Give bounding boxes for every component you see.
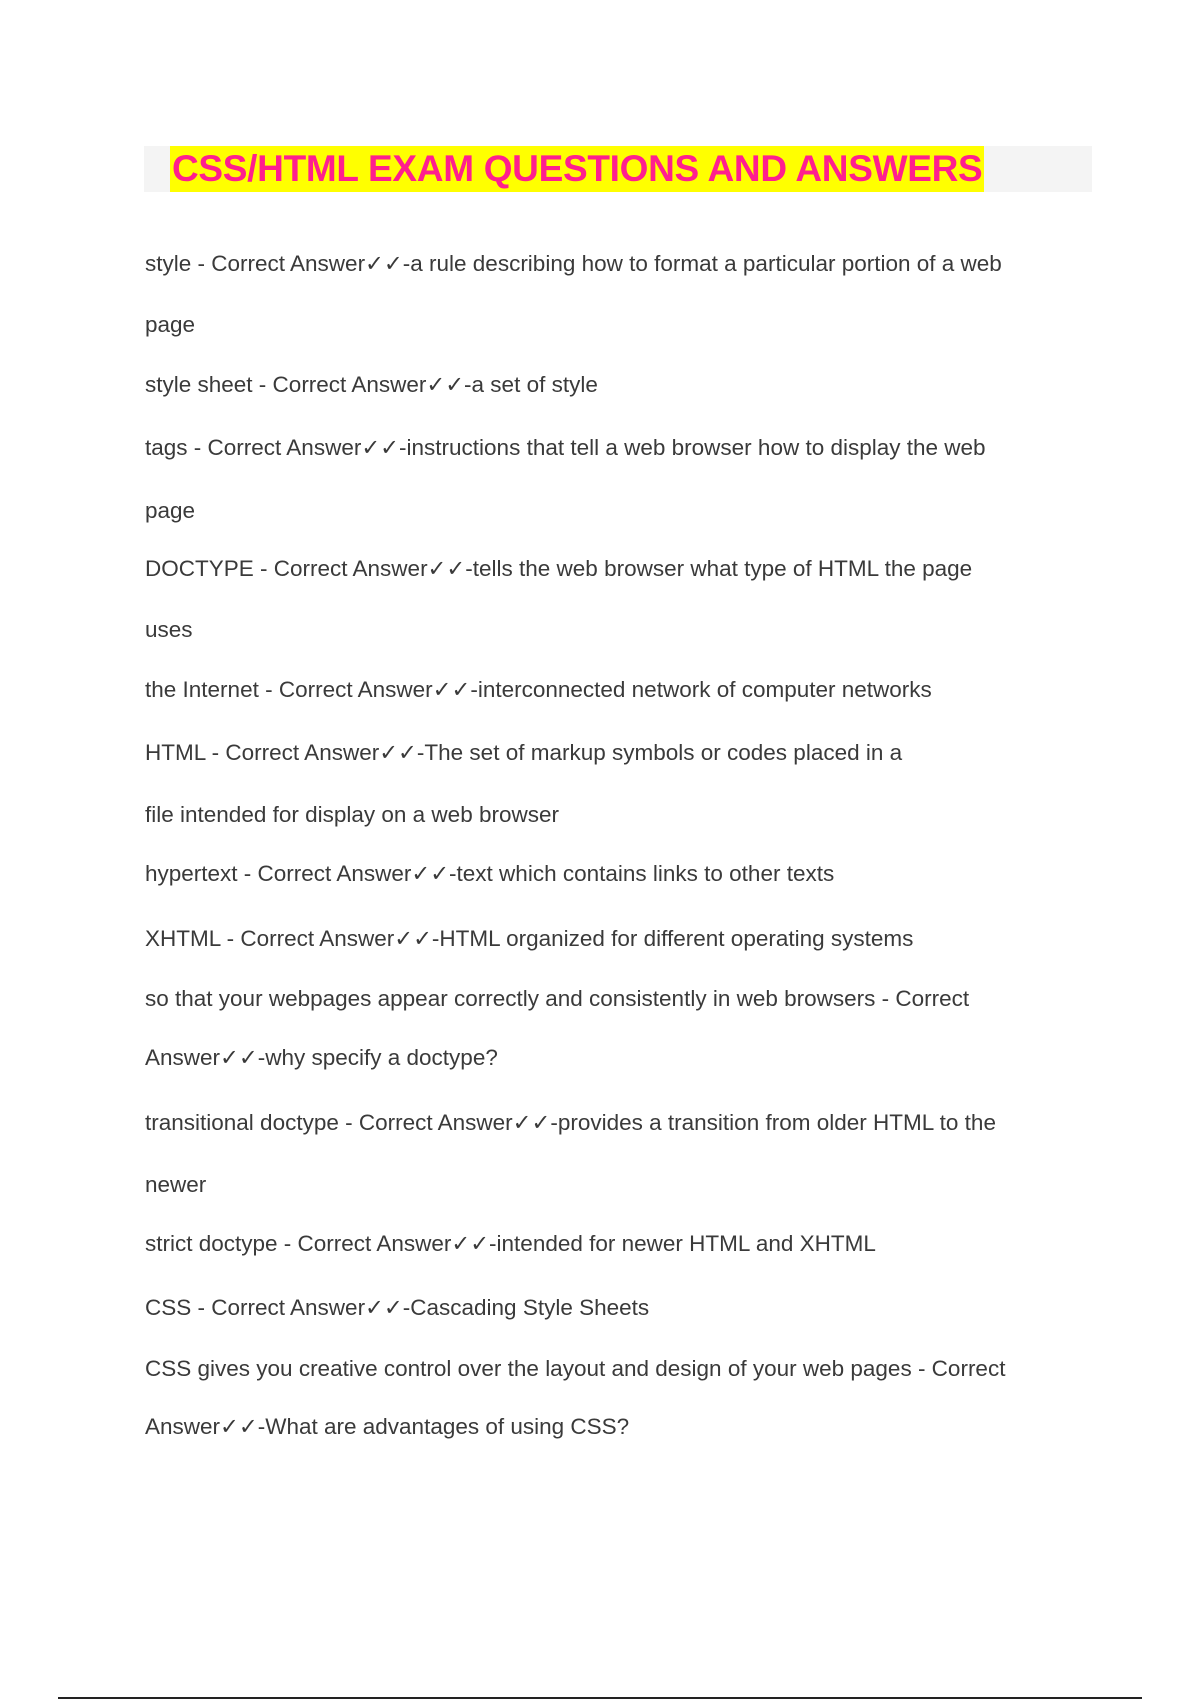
qa-line: page bbox=[145, 312, 196, 337]
qa-line: page bbox=[145, 498, 196, 523]
qa-line: tags - Correct Answer✓✓-instructions that tell a web browser how to display the web bbox=[145, 435, 986, 460]
qa-line: style - Correct Answer✓✓-a rule describing how to format a particular portion of a web bbox=[145, 251, 1002, 276]
qa-line: transitional doctype - Correct Answer✓✓-provides a transition from older HTML to the bbox=[145, 1110, 996, 1135]
document-title: CSS/HTML EXAM QUESTIONS AND ANSWERS bbox=[170, 146, 984, 192]
qa-line: so that your webpages appear correctly and consistently in web browsers - Correct bbox=[145, 986, 970, 1011]
qa-line: strict doctype - Correct Answer✓✓-intended for newer HTML and XHTML bbox=[145, 1231, 876, 1256]
footer-rule bbox=[58, 1697, 1142, 1699]
qa-line: CSS - Correct Answer✓✓-Cascading Style Sheets bbox=[145, 1295, 650, 1320]
qa-line: newer bbox=[145, 1172, 207, 1197]
qa-line: hypertext - Correct Answer✓✓-text which contains links to other texts bbox=[145, 861, 835, 886]
qa-line: uses bbox=[145, 617, 193, 642]
qa-line: style sheet - Correct Answer✓✓-a set of style bbox=[145, 372, 598, 397]
qa-line: DOCTYPE - Correct Answer✓✓-tells the web browser what type of HTML the page bbox=[145, 556, 973, 581]
qa-line: CSS gives you creative control over the layout and design of your web pages - Correct bbox=[145, 1356, 1006, 1381]
qa-line: Answer✓✓-What are advantages of using CSS? bbox=[145, 1414, 630, 1439]
qa-line: XHTML - Correct Answer✓✓-HTML organized for different operating systems bbox=[145, 926, 914, 951]
qa-line: the Internet - Correct Answer✓✓-interconnected network of computer networks bbox=[145, 677, 932, 702]
qa-line: HTML - Correct Answer✓✓-The set of markup symbols or codes placed in a bbox=[145, 740, 903, 765]
qa-line: file intended for display on a web browser bbox=[145, 802, 559, 827]
qa-line: Answer✓✓-why specify a doctype? bbox=[145, 1045, 498, 1070]
